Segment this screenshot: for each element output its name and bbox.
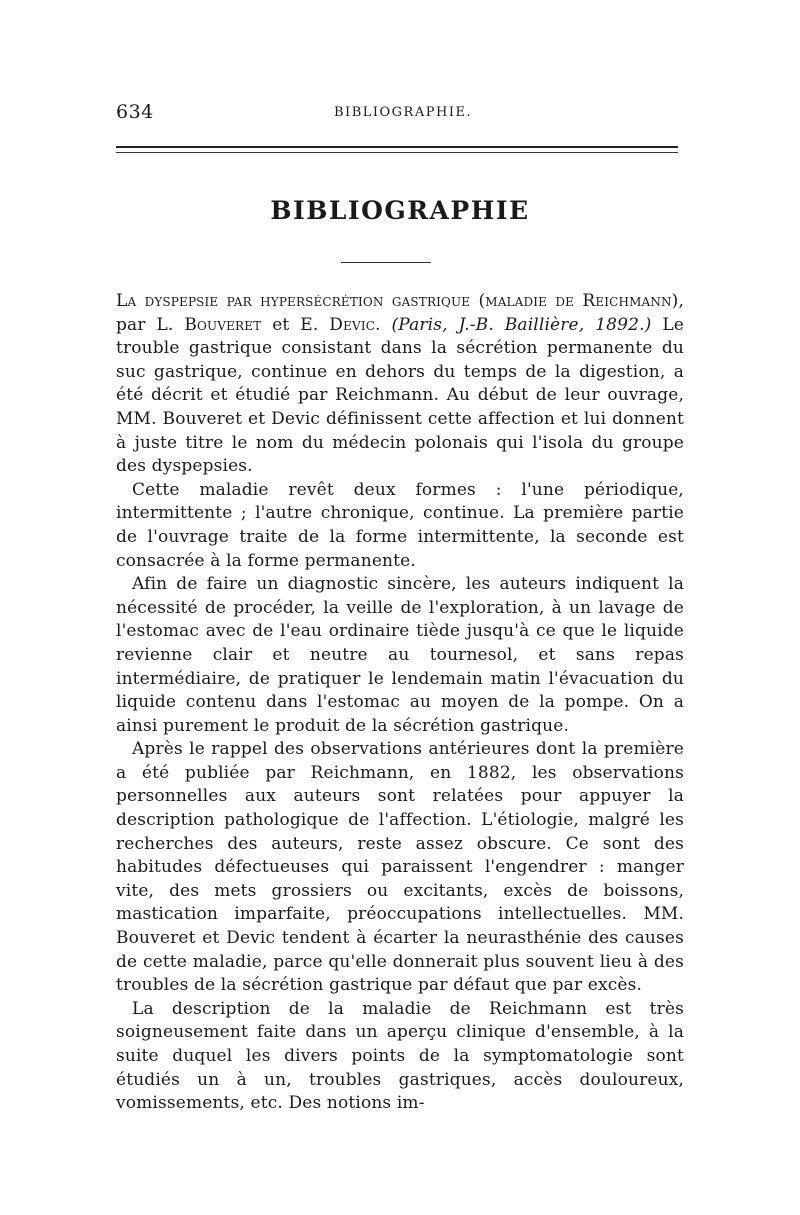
book-title: La dyspepsie par hypersécrétion gastrique (maladie de Reichmann), [116,291,684,311]
review-paragraph-2: Cette maladie revêt deux formes : l'une périodique, intermittente ; l'autre chronique, continue. La première partie de l'ouvrage traite de la forme intermittente, la seconde est consacrée à la forme permanente. [116,479,684,571]
book-review [116,290,684,1116]
review-paragraph-4: Après le rappel des observations antérieures dont la première a été publiée par Reichmann, en 1882, les observations personnelles aux auteurs sont relatées pour appuyer la description pathologique de l'affection. L'étiologie, malgré les recherches des auteurs, reste assez obscure. Ce sont des habitudes défectueuses qui paraissent l'engendrer : manger vite, des mets grossiers ou excitants, excès de boissons, mastication imparfaite, préoccupations intellectuelles. MM. Bouveret et Devic tendent à écarter la neurasthénie des causes de cette maladie, parce qu'elle donnerait plus souvent lieu à des troubles de la sécrétion gastrique par défaut que par excès. [116,739,684,996]
section-title: BIBLIOGRAPHIE [270,196,530,225]
author-separator: et [272,314,290,335]
header-rule-thick [116,146,678,148]
running-header: BIBLIOGRAPHIE. [334,105,473,120]
page-number: 634 [116,101,154,123]
author-bouveret: L. Bouveret [156,314,262,335]
review-paragraph-3: Afin de faire un diagnostic sincère, les auteurs indiquent la nécessité de procéder, la veille de l'exploration, à un lavage de l'estomac avec de l'eau ordinaire tiède jusqu'à ce que le liquide revienne clair et neutre au tournesol, et sans repas intermédiaire, de pratiquer le lendemain matin l'évacuation du liquide contenu dans l'estomac au moyen de la pompe. On a ainsi purement le produit de la sécrétion gastrique. [116,574,684,736]
header-rule-thin [116,152,678,153]
title-rule [341,262,431,263]
review-paragraph-1 [116,290,684,479]
paragraph-1-text: Le trouble gastrique consistant dans la sécrétion permanente du suc gastrique, continue en dehors du temps de la digestion, a été décrit et étudié par Reichmann. Au début de leur ouvrage, MM. Bouveret et Devic définissent cette affection et lui donnent à juste titre le nom du médecin polonais qui l'isola du groupe des dyspepsies. [116,314,684,477]
publication-info: (Paris, J.-B. Baillière, 1892.) [391,314,652,335]
author-devic: E. Devic. [300,314,381,335]
review-paragraph-5: La description de la maladie de Reichmann est très soigneusement faite dans un aperçu clinique d'ensemble, à la suite duquel les divers points de la symptomatologie sont étudiés un à un, troubles gastriques, accès douloureux, vomissements, etc. Des notions im- [116,998,684,1114]
by-word: par [116,314,146,335]
